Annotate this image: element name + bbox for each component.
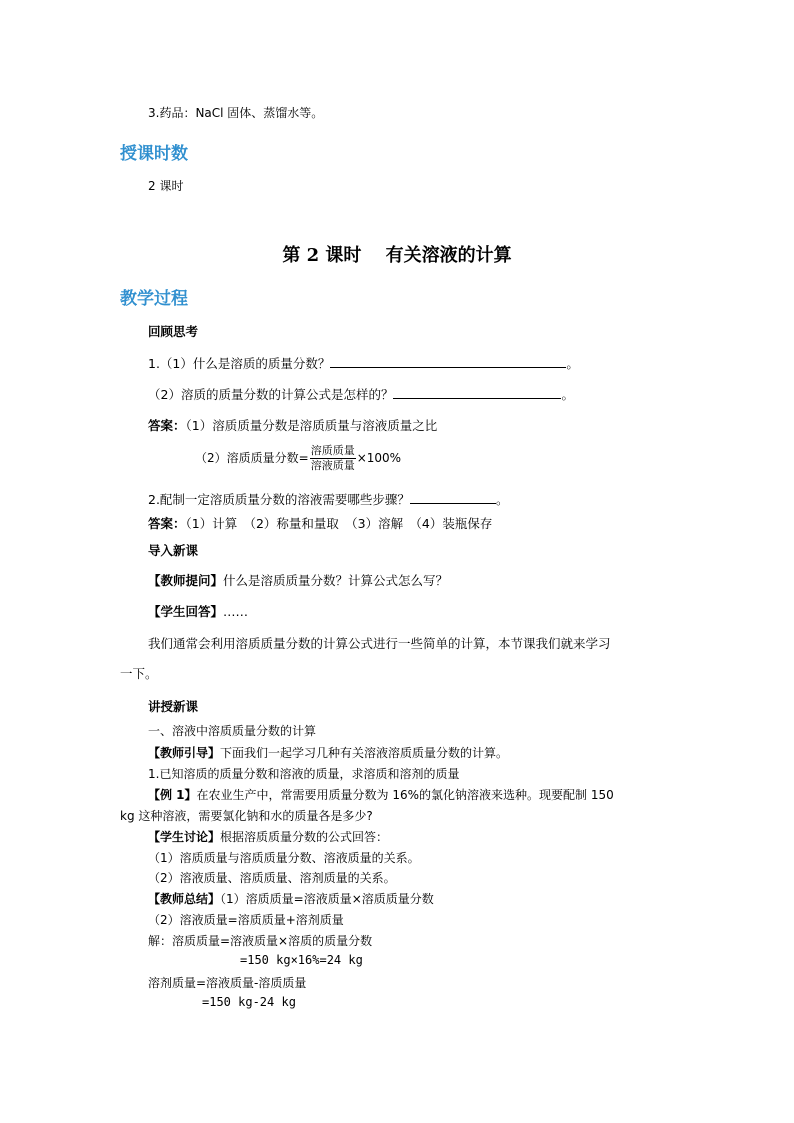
answer-blank xyxy=(393,386,561,399)
answer-blank xyxy=(330,355,566,368)
item-1: 1.已知溶质的质量分数和溶液的质量，求溶质和溶剂的质量 xyxy=(148,767,460,781)
discussion-point-2: （2）溶液质量、溶质质量、溶剂质量的关系。 xyxy=(148,871,396,885)
section-heading-process: 教学过程 xyxy=(120,289,188,309)
lesson-title: 第 2 课时 有关溶液的计算 xyxy=(282,245,512,266)
discussion-point-1: （1）溶质质量与溶质质量分数、溶液质量的关系。 xyxy=(148,851,420,865)
summary-point-2: （2）溶液质量=溶质质量+溶剂质量 xyxy=(148,913,344,927)
review-heading: 回顾思考 xyxy=(148,324,199,339)
section-heading-hours: 授课时数 xyxy=(120,144,188,164)
solution-line-3: 溶剂质量=溶液质量-溶质质量 xyxy=(148,976,307,990)
student-discussion: 【学生讨论】根据溶质质量分数的公式回答： xyxy=(148,830,389,844)
review-answer-1: 答案：（1）溶质质量分数是溶质质量与溶液质量之比 xyxy=(148,418,438,433)
intro-paragraph-line1: 我们通常会利用溶质质量分数的计算公式进行一些简单的计算，本节课我们就来学习 xyxy=(148,636,611,651)
teacher-guide: 【教师引导】下面我们一起学习几种有关溶液溶质质量分数的计算。 xyxy=(148,746,509,760)
intro-paragraph-line2: 一下。 xyxy=(120,666,158,681)
intro-teacher-question: 【教师提问】什么是溶质质量分数？计算公式怎么写？ xyxy=(148,573,449,588)
teacher-summary: 【教师总结】（1）溶质质量=溶液质量×溶质质量分数 xyxy=(148,892,434,906)
review-answer-formula: （2）溶质质量分数= $\frac{\text{溶质质量}}{\text{溶液质量}}$ ×100% xyxy=(195,444,402,472)
materials-line: 3.药品：NaCl 固体、蒸馏水等。 xyxy=(148,106,324,120)
solution-line-2: =150 kg×16%=24 kg xyxy=(240,953,363,967)
review-question-1a: 1.（1）什么是溶质的质量分数？ 。 xyxy=(148,356,579,371)
answer-blank xyxy=(410,491,496,504)
solution-line-4: =150 kg-24 kg xyxy=(202,995,296,1009)
example-1-line2: kg 这种溶液，需要氯化钠和水的质量各是多少? xyxy=(120,809,373,823)
fraction: $\frac{\text{溶质质量}}{\text{溶液质量}}$ xyxy=(310,444,355,472)
review-question-2: 2.配制一定溶质质量分数的溶液需要哪些步骤？ 。 xyxy=(148,492,509,507)
intro-heading: 导入新课 xyxy=(148,543,199,558)
intro-student-answer: 【学生回答】…… xyxy=(148,604,249,619)
solution-line-1: 解：溶质质量=溶液质量×溶质的质量分数 xyxy=(148,934,373,948)
new-lesson-subheading: 一、溶液中溶质质量分数的计算 xyxy=(148,724,317,738)
new-lesson-heading: 讲授新课 xyxy=(148,699,199,714)
example-1-line1: 【例 1】在农业生产中，常需要用质量分数为 16%的氯化钠溶液来选种。现要配制 150 xyxy=(148,788,614,802)
hours-value: 2 课时 xyxy=(148,179,184,193)
review-question-1b: （2）溶质的质量分数的计算公式是怎样的？ 。 xyxy=(148,387,574,402)
review-answer-2: 答案：（1）计算 （2）称量和量取 （3）溶解 （4）装瓶保存 xyxy=(148,516,493,531)
